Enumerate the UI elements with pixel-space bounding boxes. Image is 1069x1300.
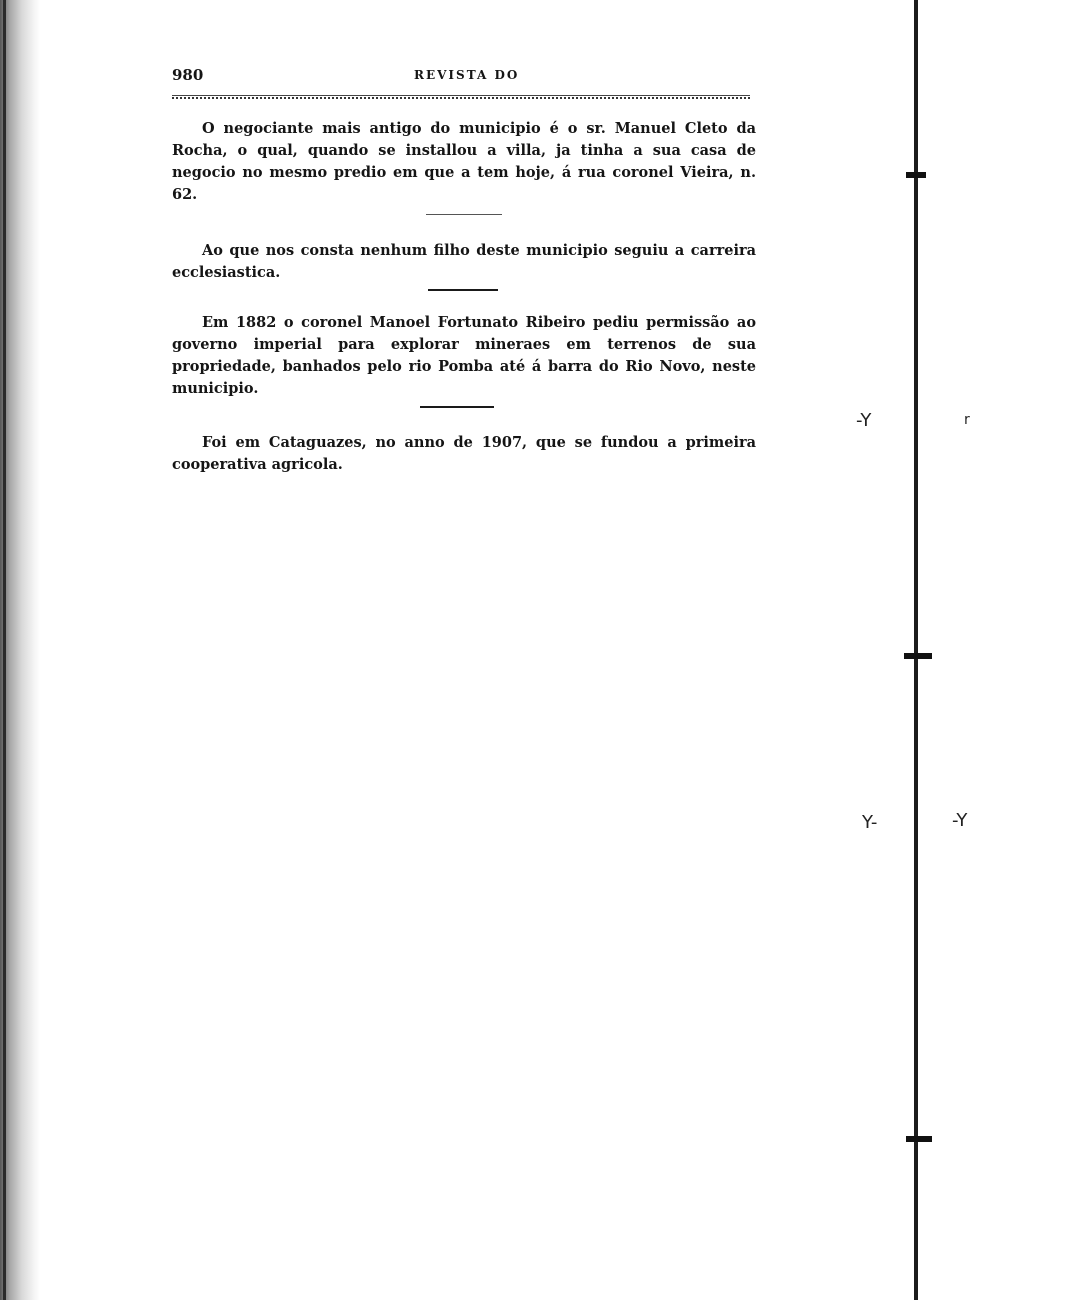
paragraph-2: Ao que nos consta nenhum filho deste municipio seguiu a carreira ecclesiastica. bbox=[172, 242, 756, 281]
crop-mark-icon: r bbox=[964, 412, 970, 428]
binding-edge-line bbox=[3, 0, 6, 1300]
running-title: REVISTA DO bbox=[414, 68, 520, 82]
crop-mark-icon: -Y bbox=[856, 410, 872, 431]
section-divider bbox=[428, 289, 498, 291]
paragraph-3: Em 1882 o coronel Manoel Fortunato Ribeiro pediu permissão ao governo imperial para explorar mineraes em terrenos de sua propriedade, banhados pelo rio Pomba até á barra do Rio Novo, neste municipio. bbox=[172, 314, 756, 397]
paragraph-1: O negociante mais antigo do municipio é o sr. Manuel Cleto da Rocha, o qual, quando se installou a villa, ja tinha a sua casa de negocio no mesmo predio em que a tem hoje, á rua coronel Vieira, n. 62. bbox=[172, 120, 756, 203]
rule-marker-2 bbox=[904, 653, 932, 659]
page-header bbox=[172, 66, 750, 90]
scanner-margin-rule bbox=[914, 0, 918, 1300]
page-number: 980 bbox=[172, 66, 204, 84]
section-divider bbox=[426, 214, 502, 215]
section-divider bbox=[420, 406, 494, 408]
page-binding-shadow bbox=[0, 0, 40, 1300]
header-rule bbox=[172, 94, 750, 99]
paragraph-4: Foi em Cataguazes, no anno de 1907, que se fundou a primeira cooperativa agricola. bbox=[172, 434, 756, 473]
crop-mark-icon: -Y bbox=[952, 810, 968, 831]
rule-marker-3 bbox=[906, 1136, 932, 1142]
rule-marker-1 bbox=[906, 172, 926, 178]
crop-mark-icon: Y- bbox=[862, 812, 878, 833]
